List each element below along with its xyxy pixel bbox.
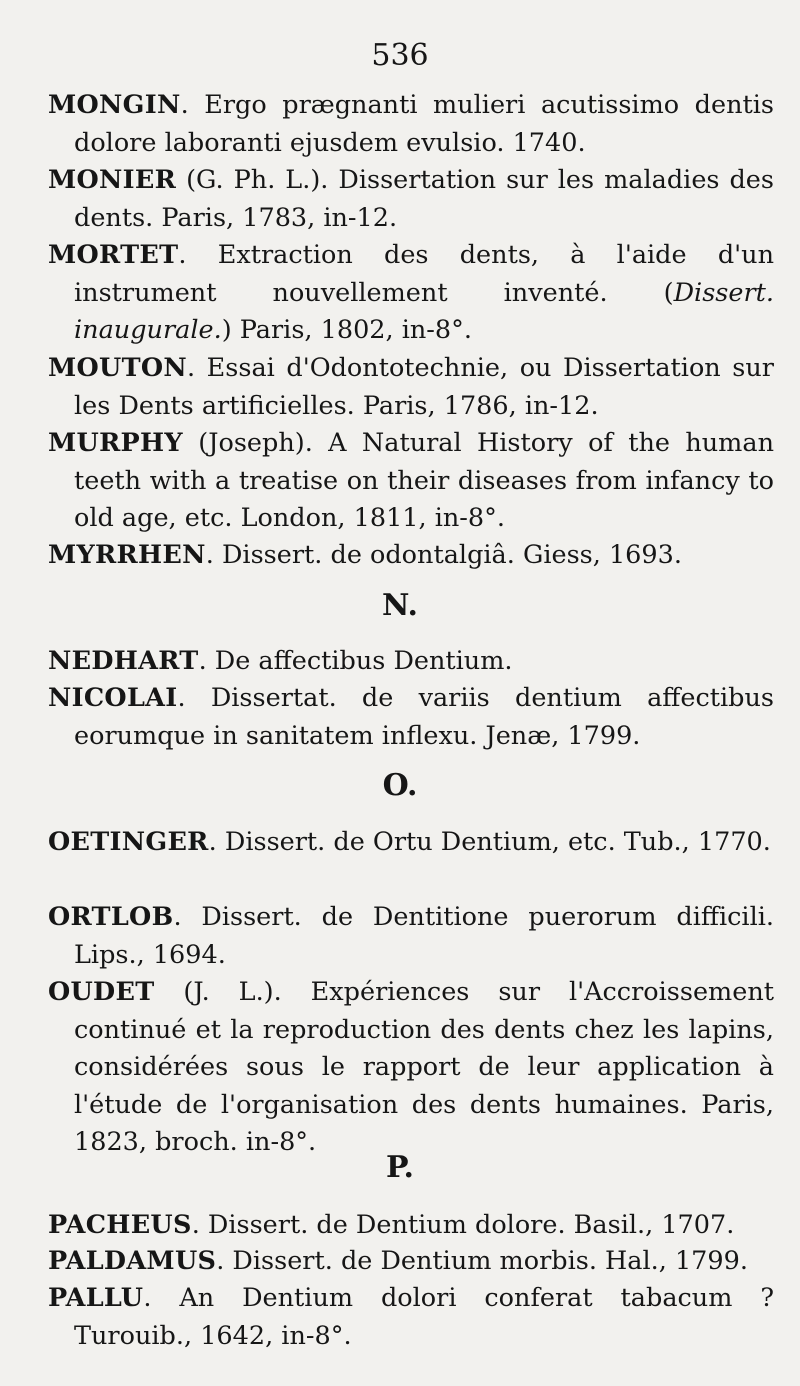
entry-mortet — [48, 237, 774, 350]
section-heading-p: P. — [385, 1150, 415, 1185]
entry-text: . Ergo prægnanti mulieri acutissimo dentis dolore laboranti ejusdem evulsio. 1740. — [74, 90, 774, 158]
entry-headword: PALLU — [48, 1283, 144, 1313]
entry-headword: ORTLOB — [48, 902, 174, 932]
entry-myrrhen — [48, 537, 774, 575]
entry-oudet — [48, 974, 774, 1162]
entry-headword: MONIER — [48, 165, 177, 195]
entry-mouton — [48, 350, 774, 425]
entry-text: . Essai d'Odontotechnie, ou Dissertation sur les Dents artificielles. Paris, 1786, in-12. — [74, 353, 774, 421]
entry-text: . Dissert. de Dentium morbis. Hal., 1799. — [216, 1246, 748, 1276]
entry-paldamus — [48, 1243, 774, 1281]
entry-text: (Joseph). A Natural History of the human teeth with a treatise on their diseases from infancy to old age, etc. London, 1811, in-8°. — [74, 428, 774, 533]
page-number: 536 — [371, 38, 429, 73]
section-heading-o: O. — [382, 768, 418, 803]
entry-headword: MORTET — [48, 240, 179, 270]
entry-headword: MONGIN — [48, 90, 181, 120]
entry-ortlob — [48, 899, 774, 974]
entry-headword: PACHEUS — [48, 1210, 192, 1240]
entry-text: . Dissertat. de variis dentium affectibus eorumque in sanitatem inflexu. Jenæ, 1799. — [74, 683, 774, 751]
entry-nedhart — [48, 643, 774, 681]
entry-text: . Dissert. de Dentium dolore. Basil., 1707. — [191, 1210, 735, 1240]
entry-headword: MYRRHEN — [48, 540, 206, 570]
entry-text: . Dissert. de odontalgiâ. Giess, 1693. — [205, 540, 682, 570]
entry-text: (G. Ph. L.). Dissertation sur les maladies des dents. Paris, 1783, in-12. — [74, 165, 774, 233]
entry-text: . Dissert. de Dentitione puerorum difficili. Lips., 1694. — [74, 902, 774, 970]
entry-headword: OUDET — [48, 977, 155, 1007]
entry-headword: MURPHY — [48, 428, 183, 458]
section-heading-n: N. — [382, 588, 418, 623]
entry-text: . Extraction des dents, à l'aide d'un instrument nouvellement inventé. ( — [74, 240, 774, 308]
entry-nicolai — [48, 680, 774, 755]
entry-monier — [48, 162, 774, 237]
entry-oetinger — [48, 824, 774, 862]
entry-headword: OETINGER — [48, 827, 209, 857]
entry-headword: NEDHART — [48, 646, 199, 676]
entry-mongin — [48, 87, 774, 162]
entry-italic-text: Dissert. inaugurale. — [74, 277, 774, 345]
entry-text: (J. L.). Expériences sur l'Accroissement continué et la reproduction des dents chez les lapins, considérées sous le rapport de leur application à l'étude de l'organisation des dents humaines. Paris, 1823, broch. in-8°. — [74, 977, 774, 1157]
entry-headword: NICOLAI — [48, 683, 178, 713]
entry-headword: PALDAMUS — [48, 1246, 217, 1276]
entry-murphy — [48, 425, 774, 538]
entry-text: . Dissert. de Ortu Dentium, etc. Tub., 1770. — [208, 827, 771, 857]
entry-text: ) Paris, 1802, in-8°. — [221, 315, 472, 345]
entry-headword: MOUTON — [48, 353, 187, 383]
entry-text: . De affectibus Dentium. — [198, 646, 513, 676]
entry-pallu — [48, 1280, 774, 1355]
entry-pacheus — [48, 1207, 774, 1245]
entry-text: . An Dentium dolori conferat tabacum ? Turouib., 1642, in-8°. — [74, 1283, 774, 1351]
